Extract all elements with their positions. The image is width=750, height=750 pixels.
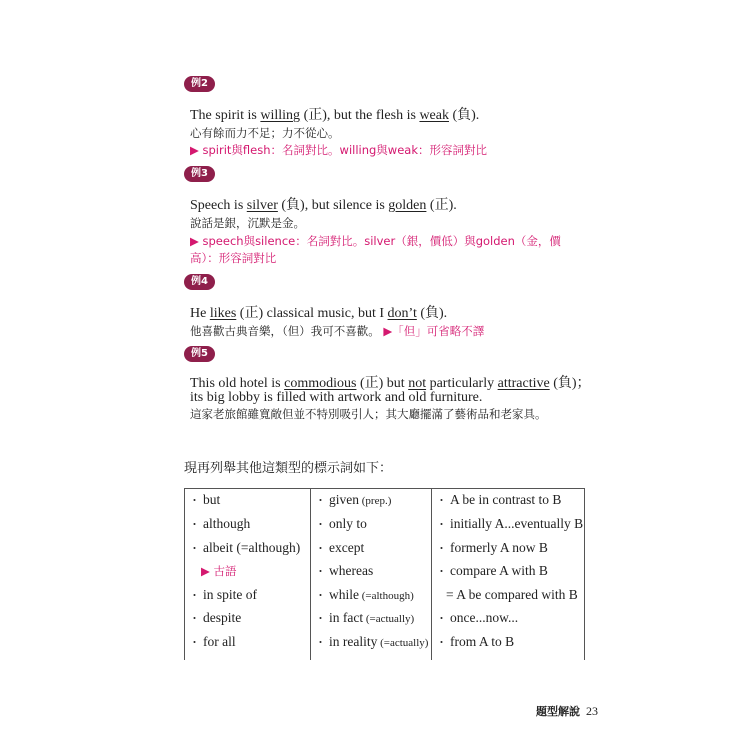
- example-sentence: This old hotel is commodious (正) but not particularly attractive (負)；: [190, 376, 591, 391]
- bullet-icon: ・: [315, 612, 326, 625]
- bullet-icon: ・: [436, 636, 447, 649]
- example-sentence: Speech is silver (負), but silence is golden (正).: [190, 198, 457, 213]
- example-tag: 例4: [184, 274, 215, 290]
- bullet-icon: ・: [315, 494, 326, 507]
- bullet-icon: ・: [436, 612, 447, 625]
- bullet-icon: ・: [315, 565, 326, 578]
- marker-icon: ▶: [383, 324, 393, 338]
- table-cell: ・ in spite of: [189, 587, 257, 602]
- table-cell: ・ only to: [315, 516, 367, 531]
- intro-text: 現再列舉其他這類型的標示詞如下：: [184, 461, 393, 476]
- note-continued: 高）：形容詞對比: [190, 251, 277, 265]
- example-sentence: He likes (正) classical music, but I don’t (負).: [190, 306, 448, 321]
- page-footer: [536, 703, 598, 719]
- bullet-icon: ・: [436, 565, 447, 578]
- example-tag: 例3: [184, 166, 215, 182]
- translation: 說話是銀，沉默是金。: [190, 216, 305, 230]
- bullet-icon: ・: [436, 518, 447, 531]
- table-column: [432, 489, 584, 660]
- example-tag: 例2: [184, 76, 215, 92]
- table-cell: ・ given (prep.): [315, 492, 392, 507]
- table-column: [185, 489, 311, 660]
- bullet-icon: ・: [315, 589, 326, 602]
- translation: 這家老旅館雖寬敞但並不特別吸引人；其大廳擺滿了藝術品和老家具。: [190, 407, 547, 421]
- example-tag: 例5: [184, 346, 215, 362]
- section-label: 題型解說: [536, 705, 580, 718]
- marker-icon: ▶: [190, 143, 199, 157]
- marker-icon: ▶: [190, 234, 199, 248]
- table-cell: ・ in reality (=actually): [315, 634, 429, 649]
- example-sentence: The spirit is willing (正), but the flesh is weak (負).: [190, 108, 480, 123]
- bullet-icon: ・: [189, 612, 200, 625]
- table-cell: ・ formerly A now B: [436, 540, 548, 555]
- bullet-icon: ・: [189, 542, 200, 555]
- table-cell: ・ while (=although): [315, 587, 414, 602]
- table-cell: ・ compare A with B: [436, 563, 548, 578]
- page-number: 23: [586, 704, 598, 718]
- example-sentence-continued: its big lobby is filled with artwork and old furniture.: [190, 390, 483, 405]
- marker-words-table: [184, 488, 585, 660]
- table-cell: ・ whereas: [315, 563, 374, 578]
- table-cell: ・ from A to B: [436, 634, 515, 649]
- note: ▶ spirit與flesh：名詞對比。willing與weak：形容詞對比: [190, 143, 487, 157]
- table-cell: ・ although: [189, 516, 251, 531]
- table-cell: ・ initially A...eventually B: [436, 516, 584, 531]
- table-cell: ・ albeit (=although): [189, 540, 301, 555]
- bullet-icon: ・: [315, 518, 326, 531]
- bullet-icon: ・: [315, 636, 326, 649]
- bullet-icon: ・: [436, 494, 447, 507]
- translation: 他喜歡古典音樂，（但）我可不喜歡。 ▶「但」可省略不譯: [190, 324, 485, 338]
- note: ▶ speech與silence：名詞對比。silver（銀，價低）與golden（金，價: [190, 234, 561, 248]
- bullet-icon: ・: [189, 494, 200, 507]
- table-cell: ・ in fact (=actually): [315, 610, 415, 625]
- table-cell: ・ despite: [189, 610, 242, 625]
- bullet-icon: ・: [315, 542, 326, 555]
- table-cell: ・ but: [189, 492, 221, 507]
- translation: 心有餘而力不足；力不從心。: [190, 126, 340, 140]
- table-note: ▶ 古語: [201, 564, 237, 578]
- table-cell: ・ except: [315, 540, 365, 555]
- table-cell: ・ for all: [189, 634, 236, 649]
- table-column: [311, 489, 432, 660]
- table-cell: = A be compared with B: [446, 587, 578, 602]
- marker-icon: ▶: [201, 564, 210, 578]
- bullet-icon: ・: [189, 518, 200, 531]
- table-cell: ・ once...now...: [436, 610, 519, 625]
- bullet-icon: ・: [189, 589, 200, 602]
- bullet-icon: ・: [436, 542, 447, 555]
- bullet-icon: ・: [189, 636, 200, 649]
- table-cell: ・ A be in contrast to B: [436, 492, 562, 507]
- note: 「但」可省略不譯: [392, 324, 485, 338]
